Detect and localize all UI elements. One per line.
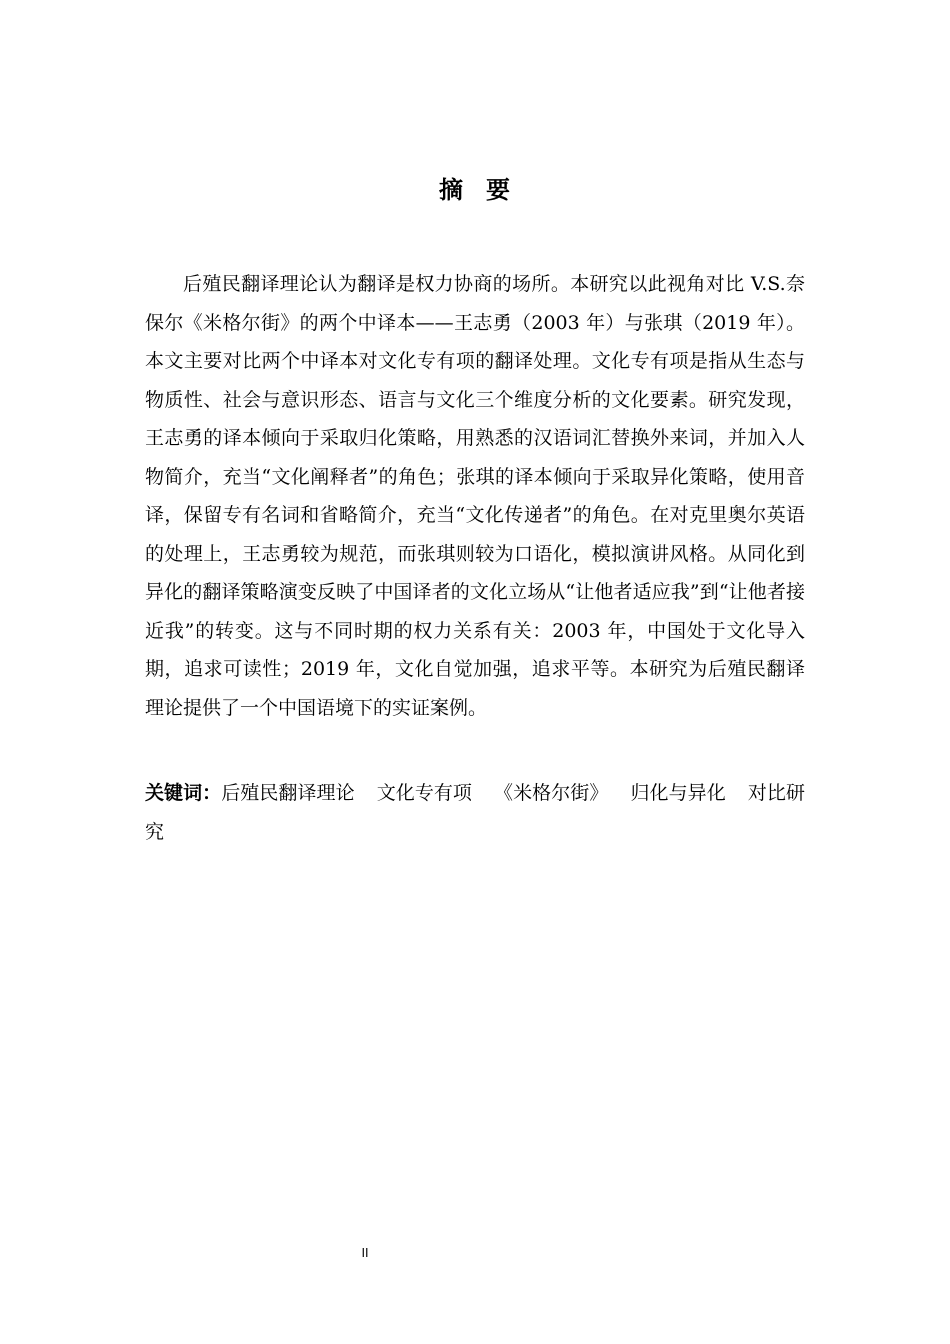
keyword-4: 归化与异化 — [630, 782, 726, 804]
keyword-3: 《米格尔街》 — [494, 782, 609, 804]
keywords-line — [145, 774, 805, 851]
keyword-2: 文化专有项 — [376, 782, 472, 804]
abstract-body: 后殖民翻译理论认为翻译是权力协商的场所。本研究以此视角对比 V.S.奈保尔《米格尔街》的两个中译本——王志勇（2003 年）与张琪（2019 年）。本文主要对比两个中译本对文化专有项的翻译处理。文化专有项是指从生态与物质性、社会与意识形态、语言与文化三个维度分析的文化要素。研究发现，王志勇的译本倾向于采取归化策略，用熟悉的汉语词汇替换外来词，并加入人物简介，充当“文化阐释者”的角色；张琪的译本倾向于采取异化策略，使用音译，保留专有名词和省略简介，充当“文化传递者”的角色。在对克里奥尔英语的处理上，王志勇较为规范，而张琪则较为口语化，模拟演讲风格。从同化到异化的翻译策略演变反映了中国译者的文化立场从“让他者适应我”到“让他者接近我”的转变。这与不同时期的权力关系有关：2003 年，中国处于文化导入期，追求可读性；2019 年，文化自觉加强，追求平等。本研究为后殖民翻译理论提供了一个中国语境下的实证案例。 — [145, 273, 805, 719]
abstract-title — [0, 170, 950, 205]
keyword-5: 对比研究 — [145, 782, 805, 843]
keywords-label: 关键词： — [145, 782, 222, 804]
keyword-1: 后殖民翻译理论 — [221, 782, 355, 804]
page-number: II — [361, 1246, 369, 1260]
title-char-2: 要 — [486, 176, 511, 204]
title-char-1: 摘 — [439, 176, 464, 204]
